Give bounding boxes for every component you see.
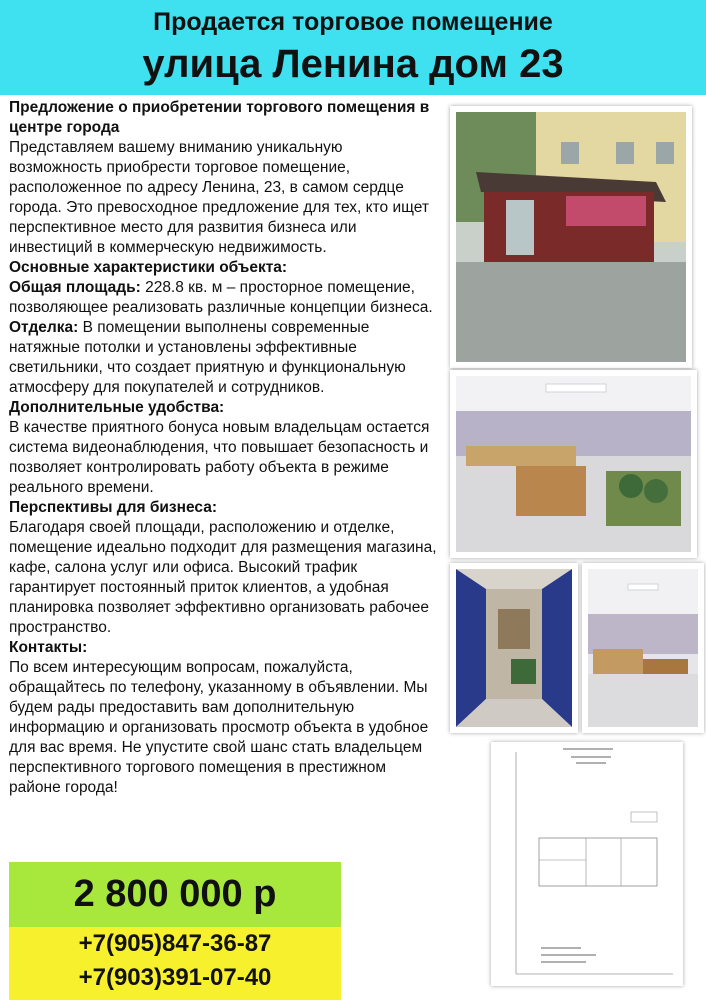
extras-heading: Дополнительные удобства: [9, 399, 225, 416]
phones-box [9, 927, 341, 1000]
finish-label: Отделка: [9, 319, 79, 336]
phone-number-1[interactable]: +7(905)847-36-87 [78, 930, 272, 957]
exterior-photo [450, 106, 692, 368]
price-box [9, 862, 341, 927]
price-value: 2 800 000 р [73, 873, 277, 915]
features-heading: Основные характеристики объекта: [9, 259, 288, 276]
prospects-text: Благодаря своей площади, расположению и отделке, помещение идеально подходит для размещения магазина, кафе, салона услуг или офиса. Высокий трафик гарантирует постоянный приток клиентов, а удобная планировка позволяет эффективно организовать рабочее пространство. [9, 519, 437, 636]
features-area [9, 278, 439, 318]
corridor-photo [450, 563, 578, 733]
header-banner [0, 0, 706, 95]
header-title-line1: Продается торговое помещение [153, 8, 553, 36]
intro-heading: Предложение о приобретении торгового помещения в центре города [9, 99, 430, 136]
interior-photo-wide [450, 370, 697, 558]
area-text: 228.8 кв. м – просторное помещение, позволяющее реализовать различные концепции бизнеса. [9, 279, 433, 316]
intro-text: Представляем вашему вниманию уникальную возможность приобрести торговое помещение, расположенное по адресу Ленина, 23, в самом сердце города. Это превосходное предложение для тех, кто ищет перспективное место для развития бизнеса или инвестиций в коммерческую недвижимость. [9, 139, 429, 256]
features-finish [9, 318, 439, 398]
area-label: Общая площадь: [9, 279, 141, 296]
extras-text: В качестве приятного бонуса новым владельцам остается система видеонаблюдения, что повышает безопасность и позволяет контролировать работу объекта в режиме реального времени. [9, 419, 430, 496]
finish-text: В помещении выполнены современные натяжные потолки и установлены эффективные светильники, что создает приятную и функциональную атмосферу для покупателей и сотрудников. [9, 319, 406, 396]
contacts-text: По всем интересующим вопросам, пожалуйста, обращайтесь по телефону, указанному в объявлении. Мы будем рады предоставить вам дополнительную информацию и организовать просмотр объекта в удобное для вас время. Не упустите свой шанс стать владельцем перспективного торгового помещения в престижном районе города! [9, 659, 429, 796]
description-column [9, 98, 439, 798]
prospects-heading: Перспективы для бизнеса: [9, 499, 217, 516]
interior-photo-shelves [582, 563, 704, 733]
contacts-heading: Контакты: [9, 639, 88, 656]
header-title-line2: улица Ленина дом 23 [142, 42, 564, 86]
floor-plan-document [491, 742, 683, 986]
phone-number-2[interactable]: +7(903)391-07-40 [78, 964, 272, 991]
